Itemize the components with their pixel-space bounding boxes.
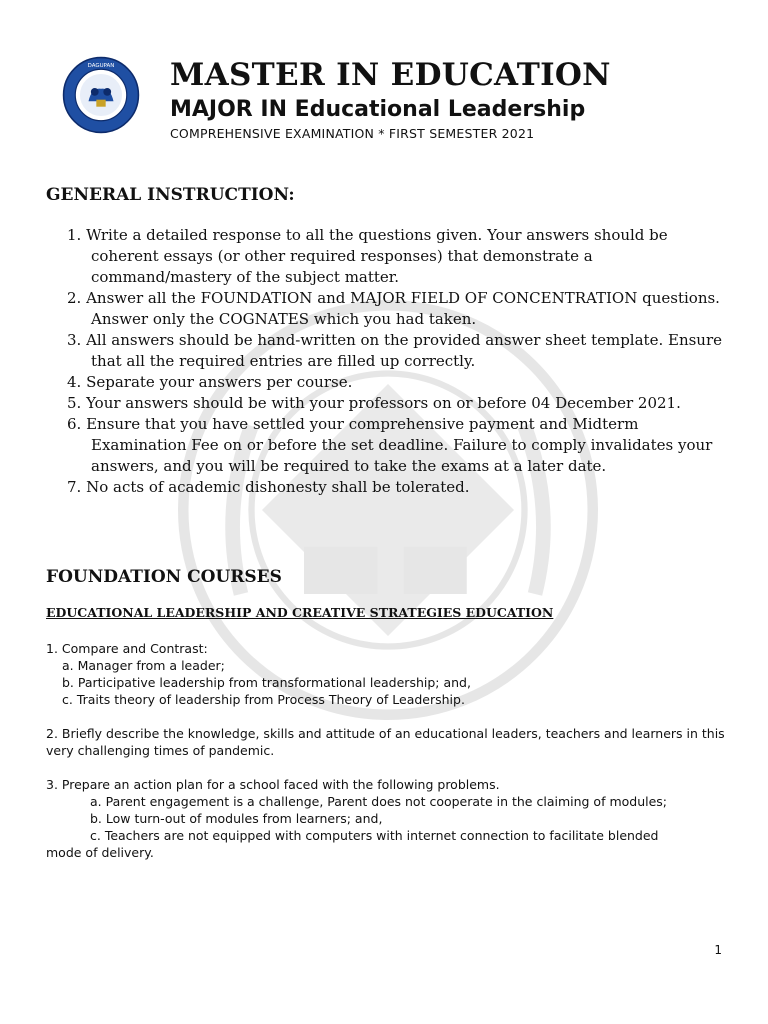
- question-1: [46, 640, 736, 708]
- instruction-item: 2. Answer all the FOUNDATION and MAJOR FIELD OF CONCENTRATION questions. Answer only the COGNATES which you had taken.: [67, 289, 720, 328]
- course-title: EDUCATIONAL LEADERSHIP AND CREATIVE STRATEGIES EDUCATION: [46, 605, 554, 620]
- school-seal-logo: [62, 56, 140, 134]
- page-title: MASTER IN EDUCATION: [170, 57, 611, 93]
- question-1-b: b. Participative leadership from transformational leadership; and,: [62, 675, 471, 690]
- question-3-c-continued: mode of delivery.: [46, 845, 154, 860]
- instruction-item: 4. Separate your answers per course.: [67, 373, 353, 391]
- instruction-item: 6. Ensure that you have settled your comprehensive payment and Midterm Examination Fee on or before the set deadline. Failure to comply invalidates your answers, and you will be required to take the exams at a later date.: [67, 415, 713, 475]
- question-3: [46, 776, 736, 861]
- instruction-item: 1. Write a detailed response to all the questions given. Your answers should be coherent essays (or other required responses) that demonstrate a command/mastery of the subject matter.: [67, 226, 668, 286]
- page-subtitle: MAJOR IN Educational Leadership: [170, 97, 586, 122]
- question-3-a: a. Parent engagement is a challenge, Parent does not cooperate in the claiming of modules;: [90, 794, 668, 809]
- exam-line: COMPREHENSIVE EXAMINATION * FIRST SEMESTER 2021: [170, 126, 535, 141]
- instructions-list: [67, 225, 727, 498]
- instruction-item: 3. All answers should be hand-written on the provided answer sheet template. Ensure that all the required entries are filled up correctly.: [67, 331, 723, 370]
- foundation-courses-heading: FOUNDATION COURSES: [46, 567, 282, 587]
- questions-section: [46, 640, 736, 878]
- question-3-stem: 3. Prepare an action plan for a school faced with the following problems.: [46, 777, 500, 792]
- general-instruction-heading: GENERAL INSTRUCTION:: [46, 185, 295, 205]
- svg-text:DAGUPAN: DAGUPAN: [87, 62, 115, 69]
- page-number: 1: [714, 943, 722, 957]
- instruction-item: 5. Your answers should be with your professors on or before 04 December 2021.: [67, 394, 681, 412]
- instruction-item: 7. No acts of academic dishonesty shall be tolerated.: [67, 478, 470, 496]
- question-1-a: a. Manager from a leader;: [62, 658, 225, 673]
- question-3-c: c. Teachers are not equipped with computers with internet connection to facilitate blended: [90, 828, 659, 843]
- question-2: [46, 725, 736, 759]
- question-2-text: 2. Briefly describe the knowledge, skills and attitude of an educational leaders, teachers and learners in this very challenging times of pandemic.: [46, 726, 725, 758]
- question-1-stem: 1. Compare and Contrast:: [46, 641, 208, 656]
- question-3-b: b. Low turn-out of modules from learners; and,: [90, 811, 383, 826]
- question-1-c: c. Traits theory of leadership from Process Theory of Leadership.: [62, 692, 465, 707]
